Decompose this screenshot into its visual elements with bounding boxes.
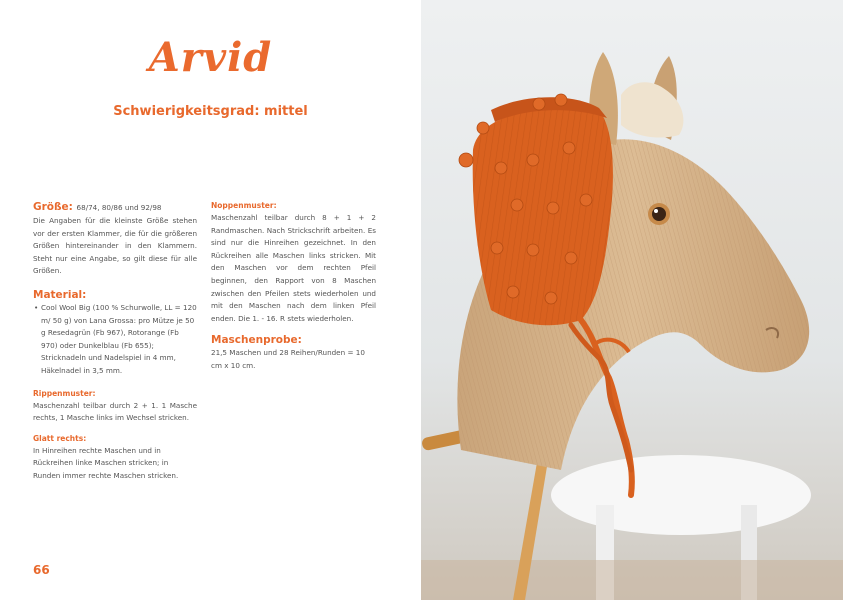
hobby-horse-photo	[421, 0, 843, 600]
rib-pattern-heading: Rippenmuster:	[33, 388, 96, 398]
size-heading	[33, 200, 197, 215]
size-values: 68/74, 80/86 und 92/98	[76, 203, 162, 212]
size-text: Die Angaben für die kleinste Größe stehen vor der ersten Klammer, die für die größeren Größen hintereinander in den Klammern. Steht nur eine Angabe, so gilt diese für alle Größen.	[33, 216, 197, 276]
bobble-pattern-heading: Noppenmuster:	[211, 201, 277, 210]
difficulty-label: Schwierigkeitsgrad: mittel	[113, 104, 308, 119]
rib-pattern-text: Maschenzahl teilbar durch 2 + 1. 1 Masche rechts, 1 Masche links im Wechsel stricken.	[33, 400, 197, 423]
material-item: • Cool Wool Big (100 % Schurwolle, LL = 120 m/ 50 g) von Lana Grossa: pro Mütze je 50 g Resedagrün (Fb 967), Rotorange (Fb 970) oder Dunkelblau (Fb 655); Stricknadeln und Nadelspiel in 4 mm, Häkelnadel in 3,5 mm.	[41, 302, 197, 378]
pattern-title: Arvid	[148, 34, 273, 81]
size-heading-label: Größe:	[33, 201, 73, 213]
left-page	[0, 0, 421, 600]
page-number: 66	[33, 563, 50, 577]
stockinette-heading: Glatt rechts:	[33, 433, 87, 443]
left-column	[33, 200, 197, 483]
gauge-heading: Maschenprobe:	[211, 334, 302, 347]
material-list	[33, 302, 197, 378]
material-heading: Material:	[33, 288, 87, 301]
stockinette-text: In Hinreihen rechte Maschen und in Rückreihen linke Maschen stricken; in Runden immer rechte Maschen stricken.	[33, 445, 179, 480]
right-column	[211, 200, 376, 373]
gauge-text: 21,5 Maschen und 28 Reihen/Runden = 10 cm x 10 cm.	[211, 348, 365, 370]
stool-seat	[551, 455, 811, 535]
bobble-pattern-text: Maschenzahl teilbar durch 8 + 1 + 2 Randmaschen. Nach Strickschrift arbeiten. Es sind nur die Hinreihen gezeichnet. In den Rückreihen alle Maschen links stricken. Mit den Maschen vor dem rechten Pfeil beginnen, den Rapport von 8 Maschen zwischen den Pfeilen stets wiederholen und mit den Maschen nach dem linken Pfeil enden. Die 1. - 16. R stets wiederholen.	[211, 213, 376, 323]
